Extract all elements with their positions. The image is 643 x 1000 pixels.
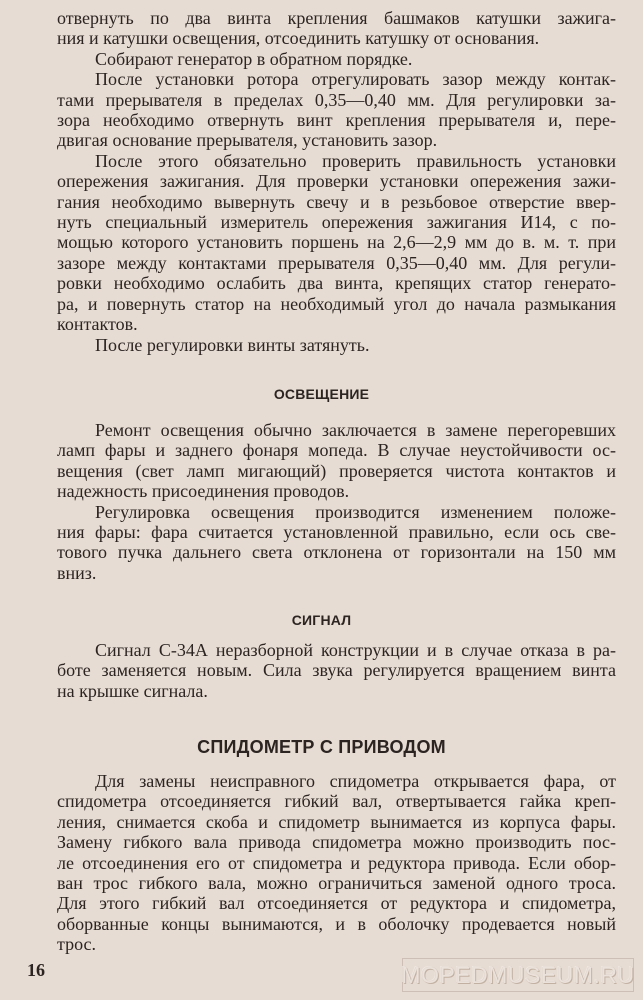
text-line: спидометра отсоединяется гибкий вал, отвертывается гайка креп-: [57, 791, 616, 812]
paragraph: [57, 640, 616, 701]
text-line: надежность присоединения проводов.: [57, 481, 350, 502]
text-line: вещения (свет ламп мигающий) проверяется чистота контактов и: [57, 460, 616, 481]
text-line: зазоре между контактами прерывателя 0,35—0,40 мм. Для регули-: [57, 252, 616, 273]
paragraph: [57, 771, 616, 955]
text-block-speedometer: [57, 771, 616, 955]
text-line: ван трос гибкого вала, можно ограничиться заменой одного троса.: [57, 873, 616, 894]
text-line: гания необходимо вывернуть свечу и в резьбовое отверстие ввер-: [57, 191, 616, 212]
section-heading-speedometer: СПИДОМЕТР С ПРИВОДОМ: [197, 737, 446, 757]
text-line: ления, снимается скоба и спидометр вынимается из корпуса фары.: [57, 811, 616, 832]
page-number: 16: [27, 960, 45, 980]
text-line: После установки ротора отрегулировать зазор между контак-: [95, 69, 616, 90]
text-line: нуть специальный измеритель опережения зажигания И14, с по-: [57, 212, 616, 233]
text-line: ламп фары и заднего фонаря мопеда. В случае неустойчивости ос-: [57, 440, 616, 461]
watermark: MOPEDMUSEUM.RU: [402, 958, 634, 992]
text-line: Регулировка освещения производится изменением положе-: [95, 501, 616, 522]
text-line: После регулировки винты затянуть.: [95, 334, 370, 355]
text-line: тового пучка дальнего света отклонена от горизонтали на 150 мм: [57, 542, 616, 563]
text-line: ра, и повернуть статор на необходимый угол до начала размыкания: [57, 293, 616, 314]
text-line: ния фары: фара считается установленной правильно, если ось све-: [57, 522, 616, 543]
text-line: оборванные концы вынимаются, и в оболочку продевается новый: [57, 913, 616, 934]
text-line: боте заменяется новым. Сила звука регулируется вращением винта: [57, 660, 616, 681]
text-block-generator: [57, 8, 616, 355]
text-line: вниз.: [57, 562, 97, 583]
text-line: опережения зажигания. Для проверки установки опережения зажи-: [57, 171, 616, 192]
text-line: ле отсоединения его от спидометра и редуктора привода. Если обор-: [57, 852, 616, 873]
text-line: Для этого гибкий вал отсоединяется от редуктора и спидометра,: [57, 893, 616, 914]
text-line: отвернуть по два винта крепления башмаков катушки зажига-: [57, 8, 616, 28]
text-line: двигая основание прерывателя, установить зазор.: [57, 130, 438, 151]
text-line: контактов.: [57, 314, 138, 335]
text-line: Для замены неисправного спидометра открывается фара, от: [95, 771, 616, 791]
text-line: трос.: [57, 934, 97, 955]
text-line: Ремонт освещения обычно заключается в замене перегоревших: [95, 420, 616, 440]
section-heading-signal: СИГНАЛ: [291, 612, 352, 628]
text-block-signal: [57, 640, 616, 701]
text-line: ровки необходимо ослабить два винта, крепящих статор генерато-: [57, 273, 616, 294]
text-line: После этого обязательно проверить правильность установки: [95, 150, 616, 171]
text-line: Замену гибкого вала привода спидометра можно производить пос-: [57, 832, 616, 853]
text-line: Сигнал С-34А неразборной конструкции и в случае отказа в ра-: [95, 640, 616, 660]
text-line: Собирают генератор в обратном порядке.: [95, 48, 413, 69]
text-line: на крышке сигнала.: [57, 680, 208, 701]
text-line: ния и катушки освещения, отсоединить катушку от основания.: [57, 28, 540, 49]
text-line: мощью которого установить поршень на 2,6—2,9 мм до в. м. т. при: [57, 232, 616, 253]
text-block-lighting: [57, 420, 616, 583]
section-heading-lighting: ОСВЕЩЕНИЕ: [273, 386, 370, 402]
text-line: зора необходимо отвернуть винт крепления прерывателя и, пере-: [57, 110, 616, 131]
paragraph: [57, 8, 616, 355]
paragraph: [57, 420, 616, 583]
text-line: тами прерывателя в пределах 0,35—0,40 мм. Для регулировки за-: [57, 89, 616, 110]
